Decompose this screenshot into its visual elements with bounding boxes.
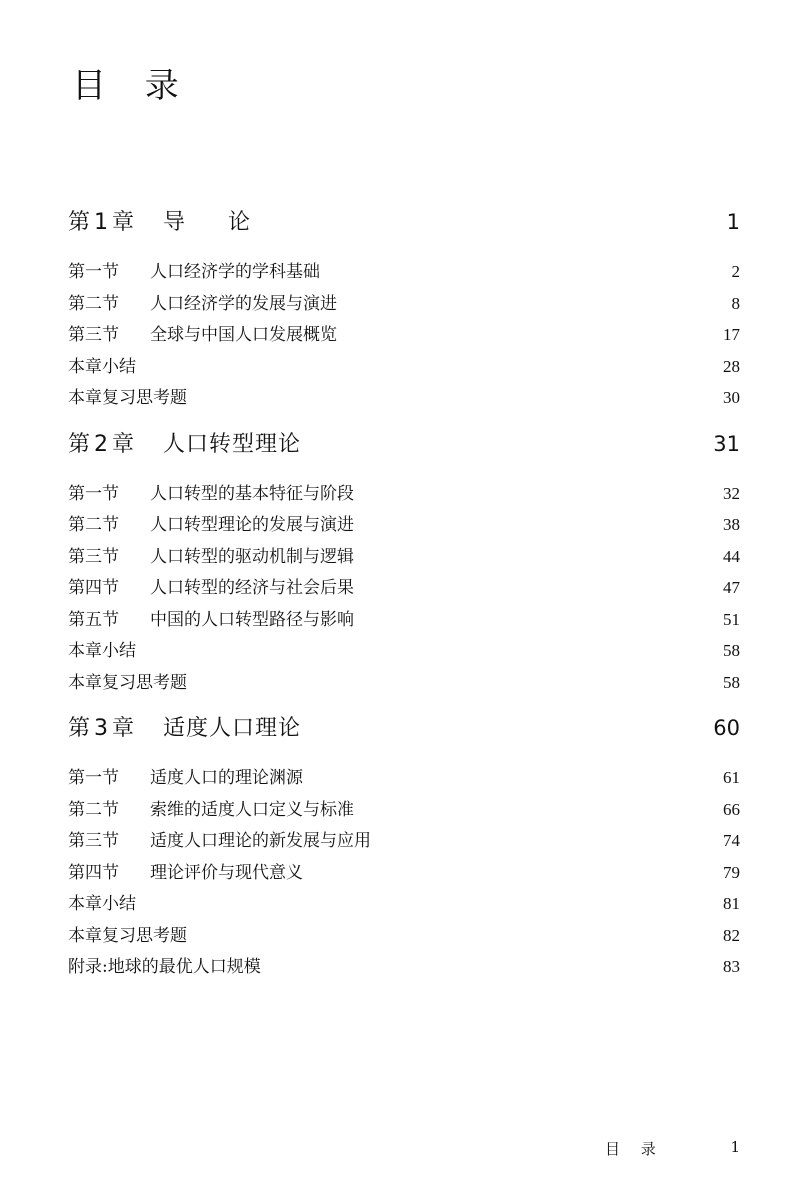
toc-entry[interactable]	[68, 383, 740, 415]
section-page-number: 32	[723, 483, 740, 503]
entry-heading	[68, 605, 354, 630]
chapter-number: 2	[94, 431, 109, 457]
section-page-number: 61	[723, 768, 740, 787]
section-title: 本章复习思考题	[68, 388, 187, 408]
table-of-contents	[68, 205, 740, 984]
section-page-number: 74	[723, 831, 740, 850]
chapter-label-prefix: 第	[68, 210, 91, 235]
section-title: 理论评价与现代意义	[150, 862, 303, 883]
entry-heading	[68, 858, 303, 883]
chapter-label	[68, 427, 163, 458]
chapter-title: 适度人口理论	[163, 716, 302, 741]
entry-heading	[68, 383, 187, 408]
chapter-heading	[68, 711, 301, 742]
section-title: 人口转型的基本特征与阶段	[150, 483, 354, 504]
section-label: 第二节	[68, 515, 119, 535]
section-title: 本章复习思考题	[68, 925, 187, 946]
entry-heading	[68, 289, 337, 314]
section-page-number: 83	[723, 957, 740, 976]
section-page-number: 38	[723, 515, 740, 534]
toc-entry[interactable]	[68, 826, 740, 858]
section-title: 中国的人口转型路径与影响	[150, 609, 354, 630]
section-page-number: 82	[723, 925, 740, 945]
toc-entry[interactable]	[68, 289, 740, 321]
chapter-label-suffix: 章	[112, 716, 135, 741]
entry-heading	[68, 795, 354, 820]
entry-heading	[68, 510, 354, 535]
chapter-page-number: 60	[713, 716, 740, 740]
section-label: 第四节	[68, 578, 119, 598]
footer-page-number: 1	[730, 1138, 740, 1156]
entry-heading	[68, 921, 187, 946]
toc-entry[interactable]	[68, 858, 740, 890]
entry-heading	[68, 636, 136, 661]
section-title: 人口转型的驱动机制与逻辑	[150, 546, 354, 567]
entry-heading	[68, 542, 354, 567]
toc-entry[interactable]	[68, 510, 740, 542]
section-label: 第二节	[68, 799, 119, 820]
chapter-heading	[68, 427, 301, 458]
toc-entry[interactable]	[68, 479, 740, 511]
section-title: 人口转型的经济与社会后果	[150, 578, 354, 598]
running-footer	[605, 1138, 740, 1159]
section-page-number: 28	[723, 356, 740, 376]
section-page-number: 79	[723, 862, 740, 882]
section-title: 人口转型理论的发展与演进	[150, 515, 354, 535]
toc-entry[interactable]	[68, 763, 740, 795]
section-label: 第三节	[68, 325, 119, 345]
toc-entry[interactable]	[68, 352, 740, 384]
section-title: 人口经济学的发展与演进	[150, 293, 337, 314]
chapter-page-number: 1	[726, 210, 740, 234]
entry-heading	[68, 889, 136, 914]
section-page-number: 51	[723, 609, 740, 629]
chapter-row[interactable]	[68, 205, 740, 243]
toc-entry[interactable]	[68, 795, 740, 827]
entry-heading	[68, 320, 337, 345]
entry-heading	[68, 952, 261, 977]
chapter-number: 1	[94, 210, 109, 235]
section-title: 本章小结	[68, 641, 136, 661]
toc-entry[interactable]	[68, 257, 740, 289]
section-list	[68, 479, 740, 700]
section-title: 本章复习思考题	[68, 672, 187, 693]
section-page-number: 58	[723, 672, 740, 692]
chapter-page-number: 31	[713, 431, 740, 456]
entry-heading	[68, 826, 371, 851]
toc-entry[interactable]	[68, 889, 740, 921]
toc-entry[interactable]	[68, 542, 740, 574]
chapter-label	[68, 205, 163, 236]
chapter-row[interactable]	[68, 427, 740, 465]
section-title: 适度人口的理论渊源	[150, 768, 303, 788]
section-page-number: 8	[731, 293, 740, 313]
chapter-label-suffix: 章	[112, 431, 135, 457]
chapter-label-prefix: 第	[68, 431, 91, 457]
section-list	[68, 257, 740, 415]
chapter-label-prefix: 第	[68, 716, 91, 741]
section-page-number: 66	[723, 799, 740, 819]
section-page-number: 81	[723, 894, 740, 913]
chapter-row[interactable]	[68, 711, 740, 749]
entry-heading	[68, 479, 354, 504]
entry-heading	[68, 257, 320, 282]
chapter-label-suffix: 章	[112, 210, 135, 235]
section-title: 本章小结	[68, 356, 136, 377]
section-label: 第五节	[68, 609, 119, 630]
section-label: 第三节	[68, 546, 119, 567]
section-title: 索维的适度人口定义与标准	[150, 799, 354, 820]
section-list	[68, 763, 740, 984]
toc-entry[interactable]	[68, 605, 740, 637]
section-label: 第三节	[68, 831, 119, 851]
section-title: 本章小结	[68, 894, 136, 914]
toc-entry[interactable]	[68, 636, 740, 668]
section-title: 人口经济学的学科基础	[150, 262, 320, 282]
entry-heading	[68, 763, 303, 788]
chapter-title: 导 论	[163, 210, 268, 235]
section-page-number: 44	[723, 546, 740, 566]
toc-entry[interactable]	[68, 668, 740, 700]
toc-entry[interactable]	[68, 921, 740, 953]
section-title: 适度人口理论的新发展与应用	[150, 831, 371, 851]
footer-label: 目 录	[605, 1140, 664, 1158]
entry-heading	[68, 352, 136, 377]
toc-entry[interactable]	[68, 320, 740, 352]
section-page-number: 2	[731, 262, 740, 281]
entry-heading	[68, 668, 187, 693]
toc-entry[interactable]	[68, 952, 740, 984]
section-page-number: 17	[723, 325, 740, 344]
section-label: 第一节	[68, 768, 119, 788]
section-label: 第一节	[68, 262, 119, 282]
section-page-number: 47	[723, 578, 740, 597]
section-page-number: 58	[723, 641, 740, 660]
page-title: 目 录	[72, 66, 193, 106]
section-label: 第一节	[68, 483, 119, 504]
section-label: 第二节	[68, 293, 119, 314]
chapter-heading	[68, 205, 268, 236]
chapter-label	[68, 711, 163, 742]
section-page-number: 30	[723, 388, 740, 407]
toc-entry[interactable]	[68, 573, 740, 605]
section-title: 附录:地球的最优人口规模	[68, 957, 261, 977]
section-label: 第四节	[68, 862, 119, 883]
chapter-title: 人口转型理论	[163, 431, 302, 457]
entry-heading	[68, 573, 354, 598]
chapter-number: 3	[94, 716, 109, 741]
section-title: 全球与中国人口发展概览	[150, 325, 337, 345]
